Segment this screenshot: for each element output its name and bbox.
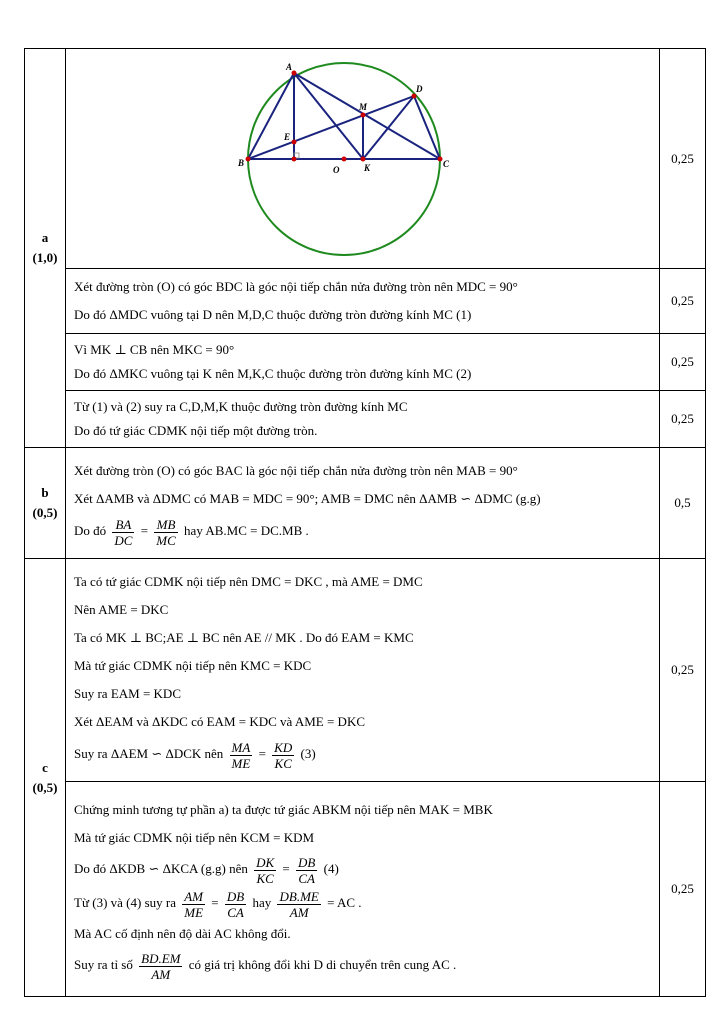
frac-den: DC [114,532,133,548]
geometry-figure-cell [66,49,660,269]
fraction-bdem-am [139,951,182,982]
part-c-label [25,559,66,997]
point-e [292,140,297,145]
score-a3: 0,25 [660,391,706,448]
frac-den: ME [184,904,204,920]
c1-line3: Ta có MK ⊥ BC;AE ⊥ BC nên AE // MK . Do đó EAM = KMC [74,630,414,645]
score-b: 0,5 [660,448,706,559]
frac-num: MB [154,517,178,533]
frac-den: KC [274,755,292,771]
row-c2-content [66,782,660,997]
solution-table [24,48,706,997]
c2-line4-prefix: Từ (3) và (4) suy ra [74,895,176,910]
equals-sign: = [258,746,266,761]
equals-sign: = [211,895,219,910]
c2-line3-suffix: (4) [323,861,339,876]
part-b-label [25,448,66,559]
row-b-content [66,448,660,559]
b-line1: Xét đường tròn (O) có góc BAC là góc nội tiếp chắn nửa đường tròn nên MAB = 90° [74,463,518,478]
part-a-label [25,49,66,448]
point-h [292,157,297,162]
c1-line7-suffix: (3) [300,746,316,761]
fraction-dk-kc [254,855,276,886]
segment-dc [414,96,440,159]
label-m: M [359,102,368,112]
c1-line7-prefix: Suy ra ΔAEM ∽ ΔDCK nên [74,746,224,761]
b-line3-suffix: hay AB.MC = DC.MB . [184,523,309,538]
b-line3-prefix: Do đó [74,523,107,538]
part-b-points: (0,5) [32,505,58,520]
label-o: O [333,165,340,175]
c2-line6-suffix: có giá trị không đổi khi D di chuyển trên cung AC . [188,957,457,972]
fraction-ba-dc [112,517,134,548]
part-a-points: (1,0) [32,250,58,265]
fraction-am-me [182,889,205,920]
point-d [412,94,417,99]
a2-line1: Vì MK ⊥ CB nên MKC = 90° [74,342,235,357]
part-c-points: (0,5) [32,779,58,795]
c1-line1: Ta có tứ giác CDMK nội tiếp nên DMC = DKC , mà AME = DMC [74,574,423,589]
row-a2-content [66,334,660,391]
segment-ak [294,73,363,159]
score-figure: 0,25 [660,49,706,269]
point-o [342,157,347,162]
part-a-letter: a [41,230,49,245]
b-line3 [74,513,651,549]
row-c1-content [66,559,660,782]
frac-den: KC [256,870,274,886]
fraction-db-ca [296,855,317,886]
row-c1 [25,559,706,782]
part-b-letter: b [41,485,49,500]
geometry-figure [74,53,668,260]
segment-ba [248,73,294,159]
row-a3 [25,391,706,448]
point-b [246,157,251,162]
equals-sign: = [282,861,290,876]
point-a [292,71,297,76]
c2-line3 [74,852,651,886]
point-c [438,157,443,162]
c2-line4 [74,886,651,920]
label-b: B [238,158,245,168]
c2-line4-mid: hay [252,895,272,910]
b-line2: Xét ΔAMB và ΔDMC có MAB = MDC = 90°; AMB = DMC nên ΔAMB ∽ ΔDMC (g.g) [74,491,541,506]
score-c1: 0,25 [660,559,706,782]
row-c2 [25,782,706,997]
a3-line2: Do đó tứ giác CDMK nội tiếp một đường tròn. [74,423,318,438]
c2-line5: Mà AC cố định nên độ dài AC không đổi. [74,926,291,941]
c2-line2: Mà tứ giác CDMK nội tiếp nên KCM = KDM [74,830,315,845]
fraction-mb-mc [154,517,178,548]
frac-num: DB [298,854,316,870]
row-a2 [25,334,706,391]
label-k: K [364,163,371,173]
a1-line2: Do đó ΔMDC vuông tại D nên M,D,C thuộc đường tròn đường kính MC (1) [74,307,472,322]
fraction-dbme-am [277,889,320,920]
c2-line6-prefix: Suy ra tỉ số [74,957,133,972]
c2-line6 [74,948,651,982]
frac-num: DB.ME [279,888,319,904]
fraction-ma-me [230,740,253,771]
frac-num: DB [226,888,245,904]
frac-num: DK [256,854,275,870]
c1-line4: Mà tứ giác CDMK nội tiếp nên KMC = KDC [74,658,312,673]
label-c: C [443,159,450,169]
frac-num: BA [112,517,134,533]
c2-line3-prefix: Do đó ΔKDB ∽ ΔKCA (g.g) nên [74,861,248,876]
point-k [361,157,366,162]
label-d: D [416,84,423,94]
a1-line1: Xét đường tròn (O) có góc BDC là góc nội tiếp chắn nửa đường tròn nên MDC = 90° [74,279,518,294]
frac-num: AM [184,888,204,904]
c1-line2: Nên AME = DKC [74,602,169,617]
row-a1 [25,269,706,334]
a3-line1: Từ (1) và (2) suy ra C,D,M,K thuộc đường tròn đường kính MC [74,399,408,414]
c2-line1: Chứng minh tương tự phần a) ta được tứ giác ABKM nội tiếp nên MAK = MBK [74,802,493,817]
row-b [25,448,706,559]
part-c-letter: c [42,759,48,775]
c2-line4-suffix: = AC . [327,895,362,910]
score-a2: 0,25 [660,334,706,391]
answer-sheet [24,48,705,997]
row-figure [25,49,706,269]
label-a: A [286,62,293,72]
label-e: E [284,132,291,142]
frac-num: MA [231,739,251,755]
point-m [361,113,366,118]
row-a3-content [66,391,660,448]
c1-line7 [74,736,651,772]
c1-line6: Xét ΔEAM và ΔKDC có EAM = KDC và AME = DKC [74,714,366,729]
frac-den: CA [227,904,244,920]
frac-den: AM [289,904,309,920]
frac-num: BD.EM [141,950,181,966]
fraction-kd-kc [272,740,294,771]
a2-line2: Do đó ΔMKC vuông tại K nên M,K,C thuộc đường tròn đường kính MC (2) [74,366,472,381]
frac-den: MC [156,532,176,548]
frac-num: KD [274,739,293,755]
score-c2: 0,25 [660,782,706,997]
frac-den: ME [231,755,251,771]
row-a1-content [66,269,660,334]
score-a1: 0,25 [660,269,706,334]
fraction-db-ca-2 [225,889,246,920]
equals-sign: = [140,523,149,538]
frac-den: CA [298,870,315,886]
frac-den: AM [151,966,171,982]
c1-line5: Suy ra EAM = KDC [74,686,181,701]
